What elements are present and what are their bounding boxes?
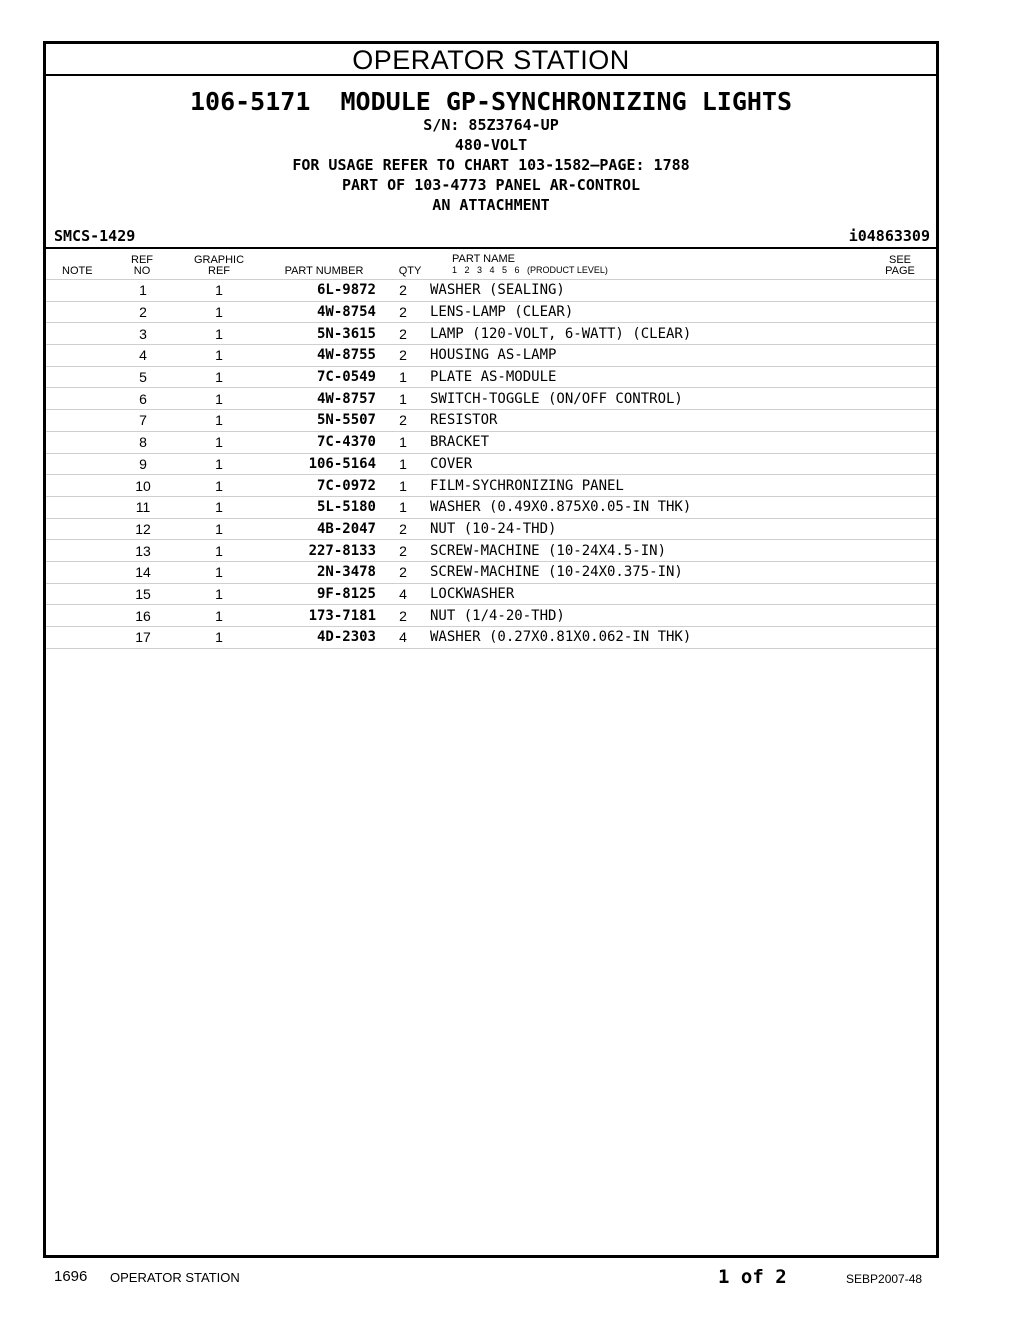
part-number: 106-5164	[256, 453, 376, 475]
ref-number: 8	[104, 431, 182, 453]
graphic-ref: 1	[182, 388, 256, 410]
note-cell	[46, 431, 104, 453]
table-row	[46, 475, 936, 497]
part-number: 4B-2047	[256, 518, 376, 540]
part-name: LAMP (120-VOLT, 6-WATT) (CLEAR)	[430, 323, 860, 345]
table-row	[46, 366, 936, 388]
part-of: PART OF 103-4773 PANEL AR-CONTROL	[341, 176, 640, 194]
table-row	[46, 345, 936, 367]
part-name: BRACKET	[430, 431, 860, 453]
graphic-ref: 1	[182, 301, 256, 323]
note-cell	[46, 345, 104, 367]
ref-number: 10	[104, 475, 182, 497]
see-page	[860, 540, 936, 562]
quantity: 2	[376, 540, 430, 562]
quantity: 1	[376, 366, 430, 388]
note-cell	[46, 280, 104, 302]
part-number: 5N-3615	[256, 323, 376, 345]
part-number: 7C-0549	[256, 366, 376, 388]
part-name: SCREW-MACHINE (10-24X0.375-IN)	[430, 561, 860, 583]
col-product-level: 1 2 3 4 5 6 (PRODUCT LEVEL)	[452, 265, 608, 275]
part-name: HOUSING AS-LAMP	[430, 345, 860, 367]
table-row	[46, 388, 936, 410]
quantity: 2	[376, 323, 430, 345]
voltage: 480-VOLT	[454, 136, 528, 154]
note-cell	[46, 301, 104, 323]
graphic-ref: 1	[182, 475, 256, 497]
graphic-ref: 1	[182, 583, 256, 605]
see-page	[860, 561, 936, 583]
note-cell	[46, 605, 104, 627]
table-row	[46, 301, 936, 323]
ref-number: 2	[104, 301, 182, 323]
col-note: NOTE	[62, 265, 93, 277]
part-name: PLATE AS-MODULE	[430, 366, 860, 388]
graphic-ref: 1	[182, 627, 256, 649]
part-name: SCREW-MACHINE (10-24X4.5-IN)	[430, 540, 860, 562]
part-name: WASHER (0.27X0.81X0.062-IN THK)	[430, 627, 860, 649]
table-row	[46, 561, 936, 583]
ref-number: 16	[104, 605, 182, 627]
footer-title: OPERATOR STATION	[110, 1270, 240, 1285]
part-number: 4W-8757	[256, 388, 376, 410]
table-row	[46, 431, 936, 453]
document-id: i04863309	[848, 227, 930, 245]
part-name: WASHER (0.49X0.875X0.05-IN THK)	[430, 496, 860, 518]
note-cell	[46, 627, 104, 649]
graphic-ref: 1	[182, 280, 256, 302]
page-count: 1 of 2	[718, 1266, 787, 1288]
table-row	[46, 496, 936, 518]
note-cell	[46, 453, 104, 475]
graphic-ref: 1	[182, 605, 256, 627]
note-cell	[46, 583, 104, 605]
see-page	[860, 627, 936, 649]
note-cell	[46, 561, 104, 583]
quantity: 2	[376, 301, 430, 323]
ref-number: 6	[104, 388, 182, 410]
quantity: 1	[376, 453, 430, 475]
col-see-line1: SEE	[888, 254, 911, 266]
quantity: 4	[376, 627, 430, 649]
graphic-ref: 1	[182, 410, 256, 432]
quantity: 1	[376, 496, 430, 518]
meta-row	[46, 225, 936, 249]
table-row	[46, 583, 936, 605]
main-title: 106-5171 MODULE GP-SYNCHRONIZING LIGHTS	[189, 87, 793, 116]
part-number: 4W-8754	[256, 301, 376, 323]
part-name: SWITCH-TOGGLE (ON/OFF CONTROL)	[430, 388, 860, 410]
note-cell	[46, 475, 104, 497]
document-header	[46, 89, 936, 215]
see-page	[860, 301, 936, 323]
see-page	[860, 605, 936, 627]
part-number: 2N-3478	[256, 561, 376, 583]
see-page	[860, 518, 936, 540]
attachment-note: AN ATTACHMENT	[432, 196, 550, 214]
note-cell	[46, 518, 104, 540]
graphic-ref: 1	[182, 345, 256, 367]
ref-number: 14	[104, 561, 182, 583]
part-number: 6L-9872	[256, 280, 376, 302]
see-page	[860, 345, 936, 367]
see-page	[860, 323, 936, 345]
note-cell	[46, 540, 104, 562]
note-cell	[46, 388, 104, 410]
col-graphic-line2: REF	[208, 265, 230, 277]
part-name: FILM-SYCHRONIZING PANEL	[430, 475, 860, 497]
col-see-line2: PAGE	[885, 265, 915, 277]
part-name: RESISTOR	[430, 410, 860, 432]
quantity: 2	[376, 605, 430, 627]
graphic-ref: 1	[182, 323, 256, 345]
ref-number: 4	[104, 345, 182, 367]
part-number: 7C-0972	[256, 475, 376, 497]
graphic-ref: 1	[182, 431, 256, 453]
see-page	[860, 431, 936, 453]
graphic-ref: 1	[182, 366, 256, 388]
ref-number: 17	[104, 627, 182, 649]
part-number: 5N-5507	[256, 410, 376, 432]
page-frame	[43, 41, 939, 1258]
ref-number: 11	[104, 496, 182, 518]
page-footer	[0, 1266, 1020, 1290]
quantity: 1	[376, 475, 430, 497]
graphic-ref: 1	[182, 540, 256, 562]
graphic-ref: 1	[182, 496, 256, 518]
part-name: NUT (10-24-THD)	[430, 518, 860, 540]
ref-number: 9	[104, 453, 182, 475]
col-ref-line1: REF	[131, 254, 153, 266]
col-ref-line2: NO	[133, 265, 151, 277]
part-name: WASHER (SEALING)	[430, 280, 860, 302]
table-row	[46, 323, 936, 345]
graphic-ref: 1	[182, 561, 256, 583]
quantity: 2	[376, 280, 430, 302]
note-cell	[46, 323, 104, 345]
ref-number: 3	[104, 323, 182, 345]
serial-number: S/N: 85Z3764-UP	[423, 116, 559, 134]
col-part-number: PART NUMBER	[284, 265, 364, 277]
part-number: 173-7181	[256, 605, 376, 627]
part-name: LENS-LAMP (CLEAR)	[430, 301, 860, 323]
see-page	[860, 453, 936, 475]
quantity: 2	[376, 410, 430, 432]
ref-number: 7	[104, 410, 182, 432]
document-code: SEBP2007-48	[846, 1272, 923, 1286]
smcs-code: SMCS-1429	[54, 227, 136, 245]
quantity: 2	[376, 561, 430, 583]
see-page	[860, 280, 936, 302]
part-number: 5L-5180	[256, 496, 376, 518]
see-page	[860, 475, 936, 497]
part-number: 7C-4370	[256, 431, 376, 453]
col-part-name: PART NAME	[452, 253, 515, 265]
quantity: 4	[376, 583, 430, 605]
part-number: 9F-8125	[256, 583, 376, 605]
graphic-ref: 1	[182, 453, 256, 475]
col-qty: QTY	[398, 265, 422, 277]
table-row	[46, 453, 936, 475]
ref-number: 1	[104, 280, 182, 302]
column-headers	[46, 249, 936, 279]
graphic-ref: 1	[182, 518, 256, 540]
table-row	[46, 605, 936, 627]
see-page	[860, 583, 936, 605]
note-cell	[46, 366, 104, 388]
see-page	[860, 410, 936, 432]
table-row	[46, 280, 936, 302]
quantity: 1	[376, 431, 430, 453]
part-name: COVER	[430, 453, 860, 475]
page-number: 1696	[54, 1268, 88, 1285]
ref-number: 5	[104, 366, 182, 388]
quantity: 1	[376, 388, 430, 410]
see-page	[860, 388, 936, 410]
table-row	[46, 627, 936, 649]
usage-reference: FOR USAGE REFER TO CHART 103-1582—PAGE: 1788	[292, 156, 690, 174]
part-number: 4D-2303	[256, 627, 376, 649]
table-row	[46, 410, 936, 432]
section-title: OPERATOR STATION	[46, 44, 936, 76]
quantity: 2	[376, 345, 430, 367]
ref-number: 15	[104, 583, 182, 605]
ref-number: 12	[104, 518, 182, 540]
see-page	[860, 496, 936, 518]
note-cell	[46, 410, 104, 432]
table-row	[46, 540, 936, 562]
col-graphic-line1: GRAPHIC	[193, 254, 245, 266]
part-number: 4W-8755	[256, 345, 376, 367]
part-name: NUT (1/4-20-THD)	[430, 605, 860, 627]
part-number: 227-8133	[256, 540, 376, 562]
note-cell	[46, 496, 104, 518]
part-name: LOCKWASHER	[430, 583, 860, 605]
table-row	[46, 518, 936, 540]
parts-table	[46, 279, 936, 649]
ref-number: 13	[104, 540, 182, 562]
quantity: 2	[376, 518, 430, 540]
see-page	[860, 366, 936, 388]
